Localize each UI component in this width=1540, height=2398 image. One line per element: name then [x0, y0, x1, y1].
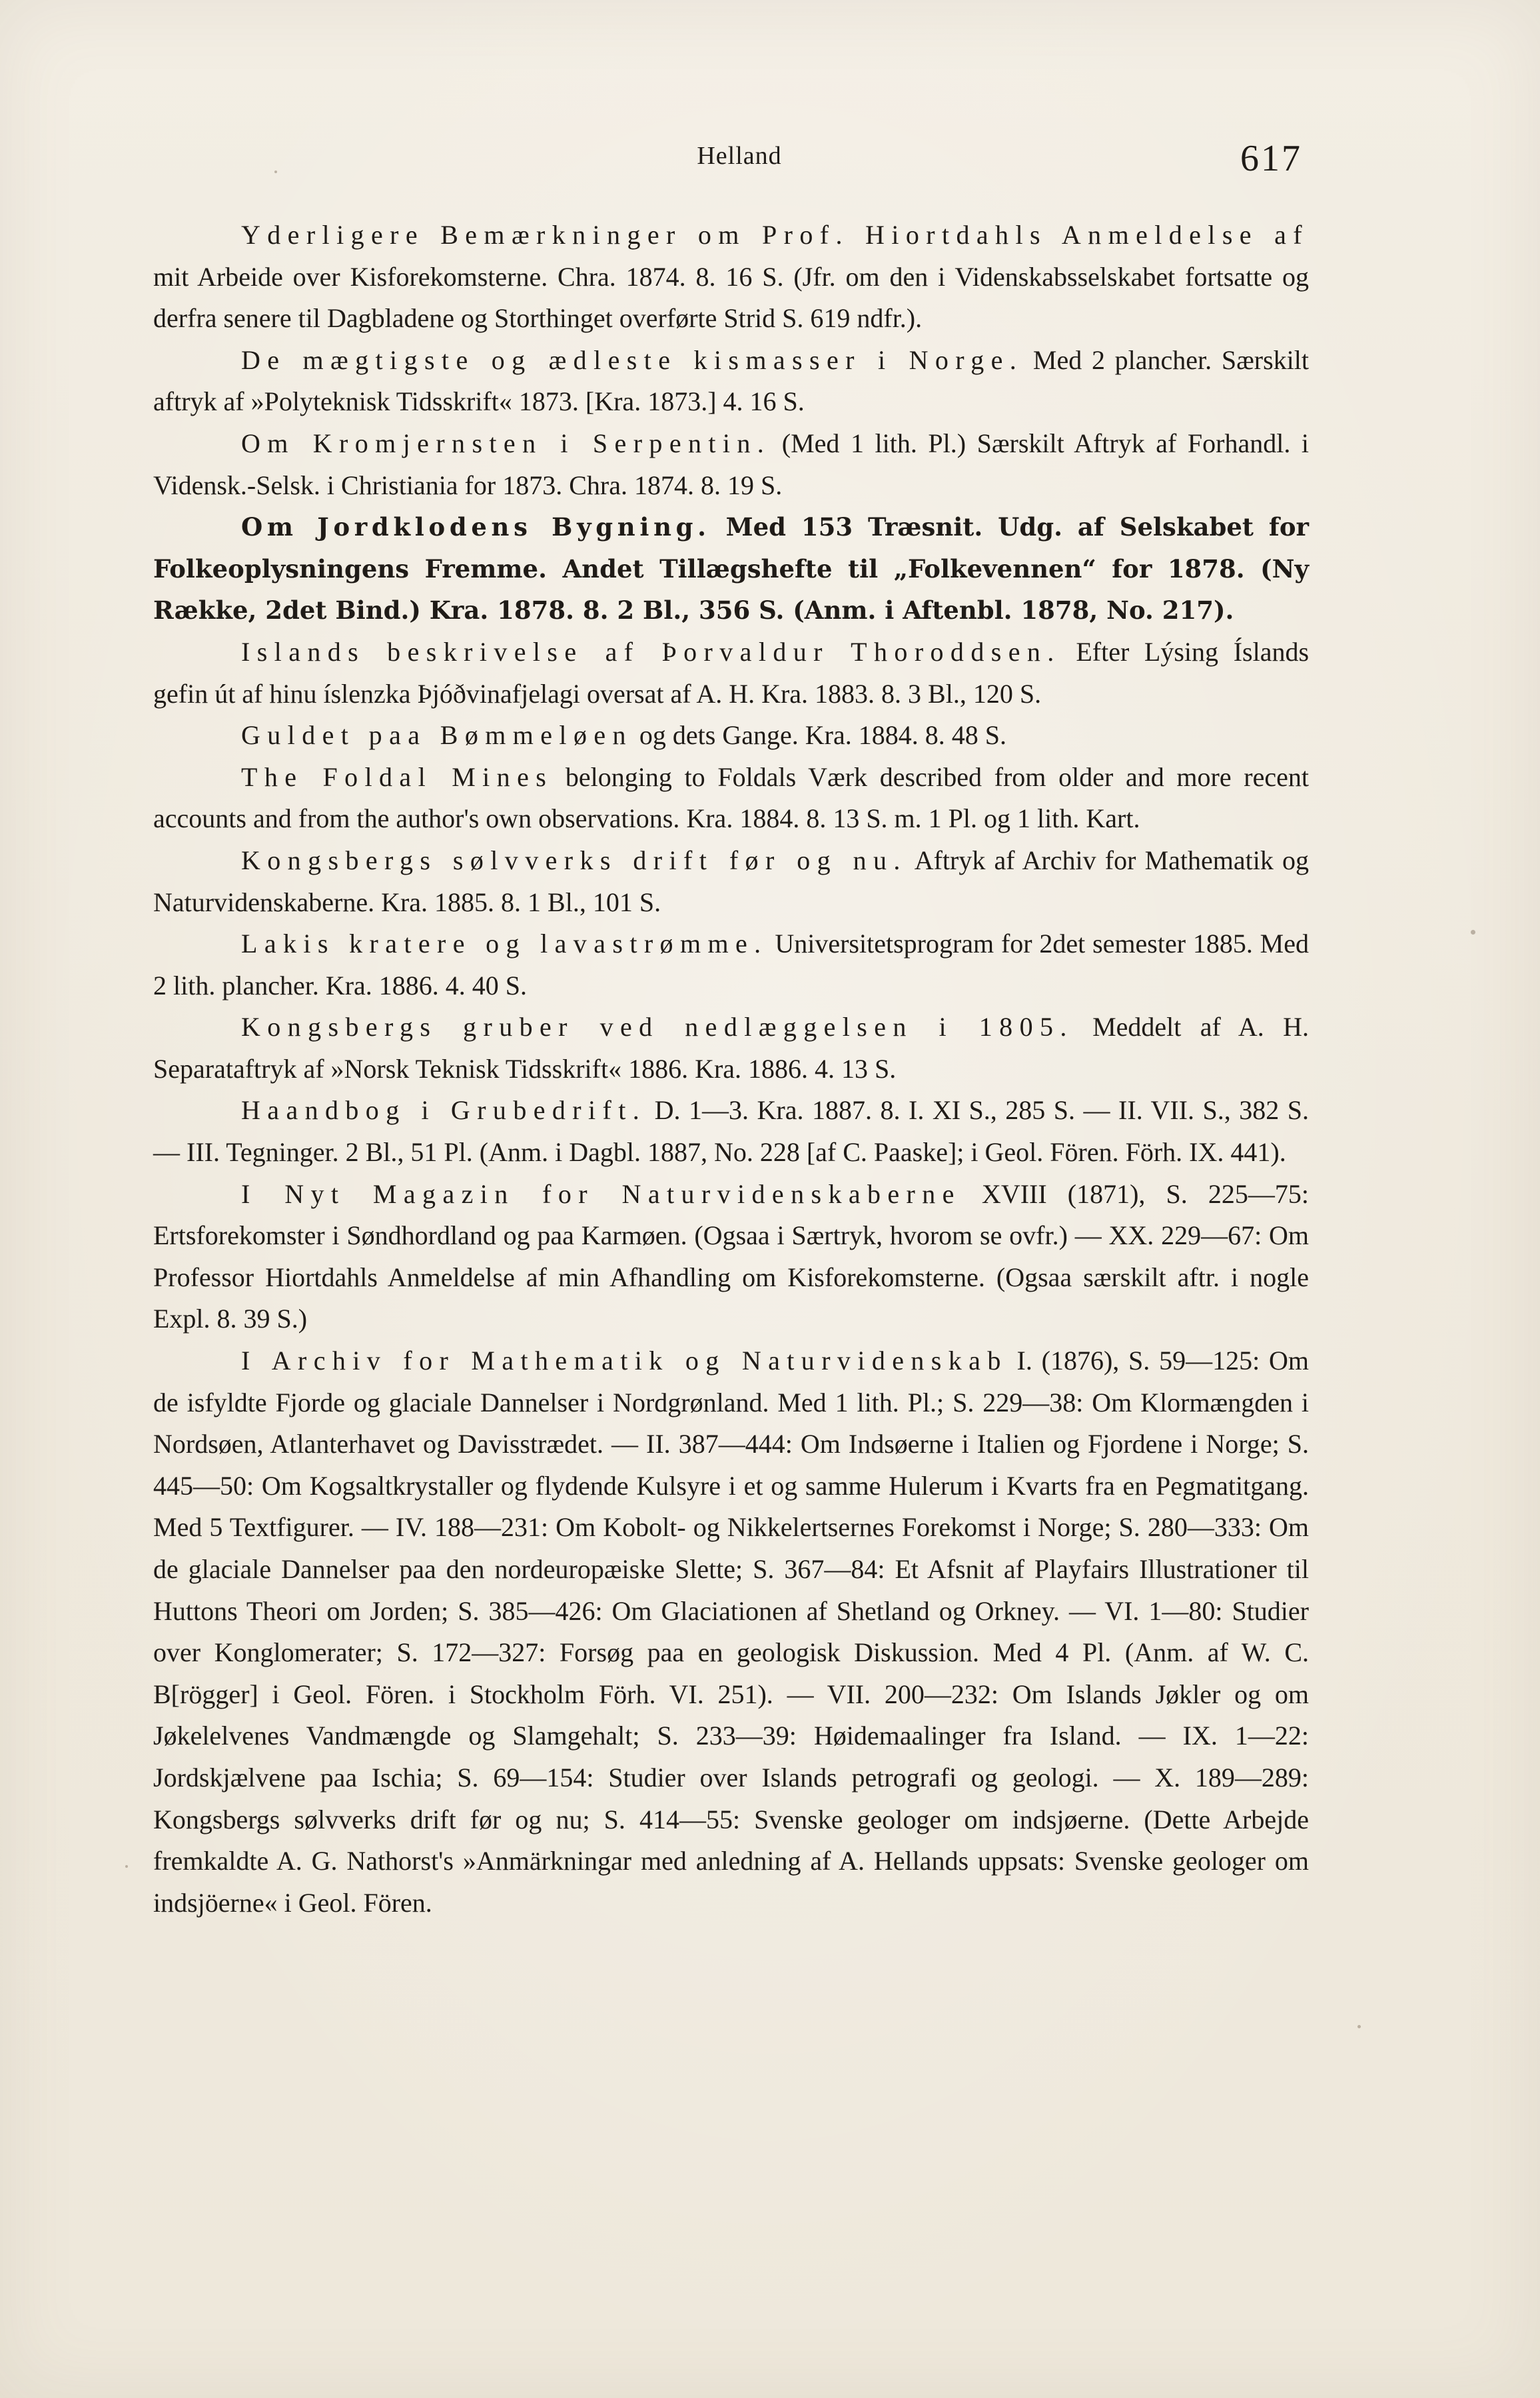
bibliography-entry [153, 840, 1309, 923]
bibliography-entry [153, 1006, 1309, 1090]
entry-details: Med 153 Træsnit. Udg. af Selskabet for Folkeoplysningens Fremme. Andet Tillægshefte til „Folkevennen“ for 1878. (Ny Række, 2det Bind.) Kra. 1878. 8. 2 Bl., 356 S. (Anm. i Aftenbl. 1878, No. 217). [153, 512, 1309, 625]
entry-title: The Foldal Mines [241, 761, 554, 792]
entry-details: (Med 1 lith. Pl.) Særskilt Aftryk af Forhandl. i Vidensk.-Selsk. i Christiania for 1873. Chra. 1874. 8. 19 S. [153, 428, 1309, 500]
entry-details: I. (1876), S. 59—125: Om de isfyldte Fjorde og glaciale Dannelser i Nordgrønland. Med 1 lith. Pl.; S. 229—38: Om Klormængden i Nordsøen, Atlanterhavet og Davisstrædet. — II. 387—444: Om Indsøerne i Italien og Fjordene i Norge; S. 445—50: Om Kogsaltkrystaller og flydende Kulsyre i et og samme Hulerum i Kvarts fra en Pegmatitgang. Med 5 Textfigurer. — IV. 188—231: Om Kobolt- og Nikkelertsernes Forekomst i Norge; S. 280—333: Om de glaciale Dannelser paa den nordeuropæiske Slette; S. 367—84: Et Afsnit af Playfairs Illustrationer til Huttons Theori om Jorden; S. 385—426: Om Glaciationen af Shetland og Orkney. — VI. 1—80: Studier over Konglomerater; S. 172—327: Forsøg paa en geologisk Diskussion. Med 4 Pl. (Anm. af W. C. B[rögger] i Geol. Fören. i Stockholm Förh. VI. 251). — VII. 200—232: Om Islands Jøkler og om Jøkelelvenes Vandmængde og Slamgehalt; S. 233—39: Høidemaalinger fra Island. — IX. 1—22: Jordskjælvene paa Ischia; S. 69—154: Studier over Islands petrografi og geologi. — X. 189—289: Kongsbergs sølvverks drift før og nu; S. 414—55: Svenske geologer om indsjøerne. (Dette Arbejde fremkaldte A. G. Nathorst's »Anmärkningar med anledning af A. Hellands uppsats: Svenske geologer om indsjöerne« i Geol. Fören. [153, 1346, 1309, 1918]
entry-details: og dets Gange. Kra. 1884. 8. 48 S. [632, 720, 1006, 751]
bibliography-entry [153, 214, 1309, 340]
entry-title: Haandbog i Grubedrift. [241, 1095, 647, 1126]
bibliography-entry [153, 715, 1309, 757]
entry-title: I Nyt Magazin for Naturvidenskaberne [241, 1178, 961, 1209]
entry-details: Aftryk af Archiv for Mathematik og Naturvidenskaberne. Kra. 1885. 8. 1 Bl., 101 S. [153, 845, 1310, 917]
entry-details: Med 2 plancher. Særskilt aftryk af »Polyteknisk Tidsskrift« 1873. [Kra. 1873.] 4. 16 S. [153, 344, 1309, 417]
bibliography-entry [153, 423, 1309, 506]
paper-speck [125, 1865, 128, 1868]
bibliography-entry [153, 1174, 1309, 1340]
page-number: 617 [1240, 138, 1302, 179]
bibliography-entry [153, 923, 1309, 1006]
bibliography-entry [153, 340, 1309, 423]
bibliography-text [153, 214, 1309, 1924]
bibliography-entry-fraktur [153, 506, 1309, 631]
paper-speck [1357, 2025, 1361, 2028]
entry-details: XVIII (1871), S. 225—75: Ertsforekomster i Søndhordland og paa Karmøen. (Ogsaa i Særtryk, hvorom se ovfr.) — XX. 229—67: Om Professor Hiortdahls Anmeldelse af min Afhandling om Kisforekomsterne. (Ogsaa særskilt aftr. i nogle Expl. 8. 39 S.) [153, 1178, 1309, 1334]
entry-details: Meddelt af A. H. Separataftryk af »Norsk Teknisk Tidsskrift« 1886. Kra. 1886. 4. 13 S. [153, 1012, 1309, 1084]
paper-speck [274, 171, 277, 173]
entry-details: D. 1—3. Kra. 1887. 8. I. XI S., 285 S. — II. VII. S., 382 S. — III. Tegninger. 2 Bl., 51 Pl. (Anm. i Dagbl. 1887, No. 228 [af C. Paaske]; i Geol. Fören. Förh. IX. 441). [153, 1095, 1310, 1168]
entry-title: Om Jordklodens Bygning. [241, 512, 711, 542]
entry-title: Lakis kratere og lavastrømme. [241, 929, 768, 959]
entry-title: Kongsbergs gruber ved nedlæggelsen i 1805. [241, 1012, 1074, 1042]
paper-speck [1471, 930, 1475, 935]
entry-title: Guldet paa Bømmeløen [241, 720, 633, 751]
entry-details: mit Arbeide over Kisforekomsterne. Chra. 1874. 8. 16 S. (Jfr. om den i Videnskabsselskabet fortsatte og derfra senere til Dagbladene og Storthinget overførte Strid S. 619 ndfr.). [153, 261, 1309, 334]
entry-title: De mægtigste og ædleste kismasser i Norge. [241, 344, 1024, 375]
bibliography-entry [153, 631, 1309, 715]
bibliography-entry [153, 1090, 1309, 1173]
entry-details: Efter Lýsing Íslands gefin út af hinu íslenzka Þjóðvinafjelagi oversat af A. H. Kra. 1883. 8. 3 Bl., 120 S. [153, 636, 1310, 709]
entry-title: Islands beskrivelse af Þorvaldur Thoroddsen. [241, 636, 1061, 667]
entry-title: Om Kromjernsten i Serpentin. [241, 428, 771, 458]
entry-details: Universitetsprogram for 2det semester 1885. Med 2 lith. plancher. Kra. 1886. 4. 40 S. [153, 929, 1309, 1000]
entry-title: Yderligere Bemærkninger om Prof. Hiortdahls Anmeldelse af [241, 220, 1309, 250]
entry-title: I Archiv for Mathematik og Naturvidenskab [241, 1346, 1008, 1376]
bibliography-entry [153, 1340, 1309, 1924]
entry-details: belonging to Foldals Værk described from older and more recent accounts and from the author's own observations. Kra. 1884. 8. 13 S. m. 1 Pl. og 1 lith. Kart. [153, 761, 1309, 834]
bibliography-entry [153, 757, 1309, 840]
entry-title: Kongsbergs sølvverks drift før og nu. [241, 845, 907, 875]
running-head: Helland [697, 142, 782, 170]
